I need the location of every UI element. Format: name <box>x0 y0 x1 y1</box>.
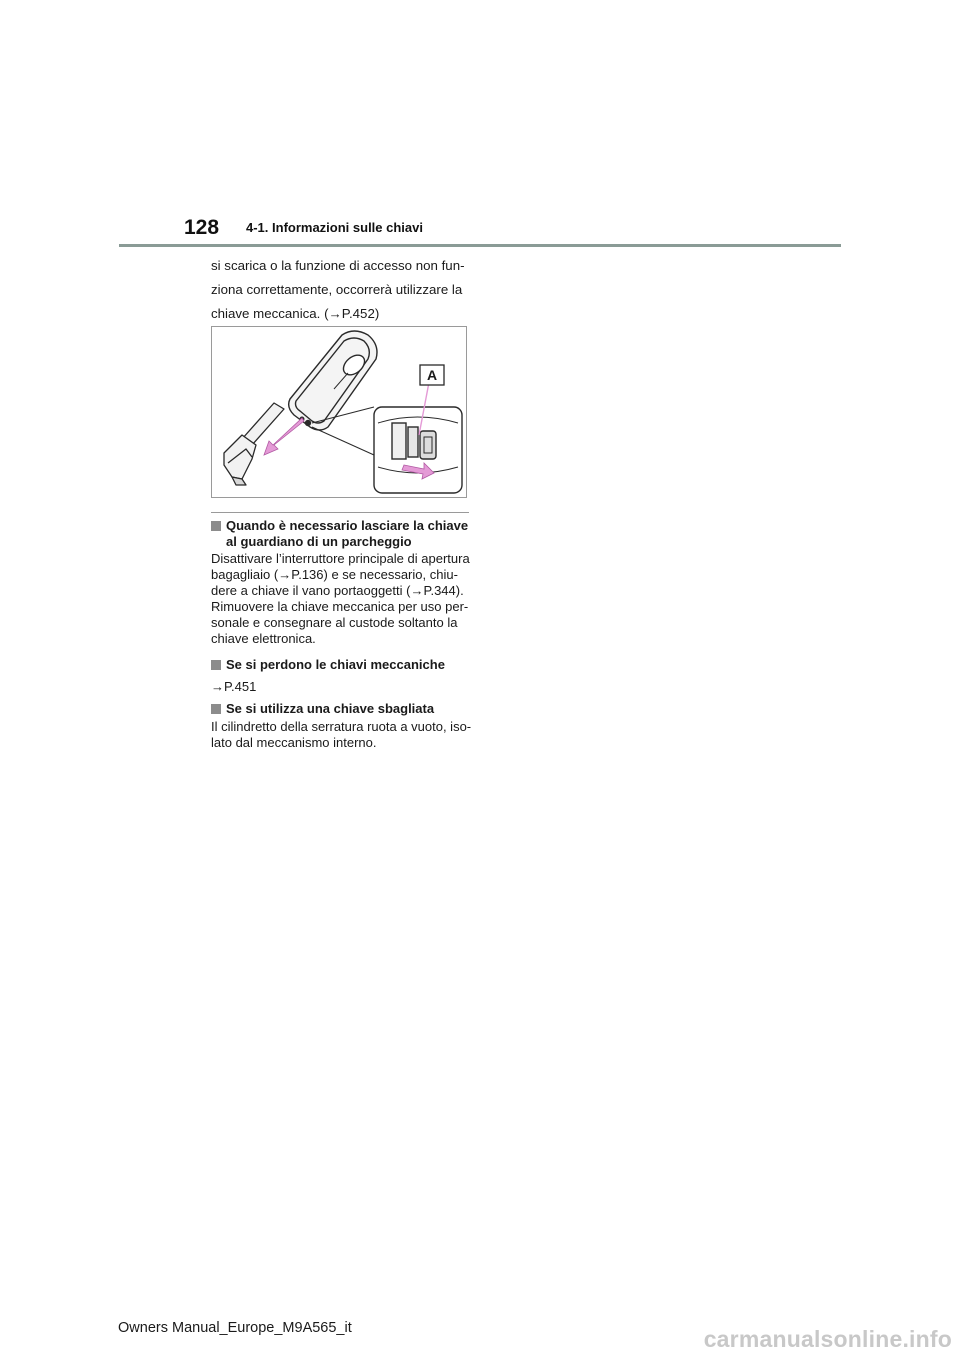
header-rule <box>119 244 841 247</box>
section-title: 4-1. Informazioni sulle chiavi <box>246 220 423 235</box>
key-illustration <box>211 326 467 498</box>
page-number: 128 <box>184 216 220 239</box>
section-body: Il cilindretto della serratura ruota a vuoto, iso-lato dal meccanismo interno. <box>211 718 472 750</box>
intro-paragraph <box>211 254 471 326</box>
bullet-square-icon <box>211 521 221 531</box>
bullet-square-icon <box>211 704 221 714</box>
section-wrong-key <box>211 701 473 751</box>
section-body: Disattivare l’interruttore principale di apertura bagagliaio (→P.136) e se necessario, chiu-dere a chiave il vano portaoggetti (→P.344). Rimuovere la chiave meccanica per uso per-sonale e consegnare al custode soltanto la chiave elettronica. <box>211 551 470 646</box>
intro-line: si scarica o la funzione di accesso non fun- <box>211 258 465 273</box>
section-parking-attendant <box>211 518 473 647</box>
watermark-logo: carmanualsonline.info <box>703 1326 952 1352</box>
section-heading <box>211 701 473 717</box>
heading-text: Se si perdono le chiavi meccaniche <box>226 657 445 672</box>
intro-line: ziona correttamente, occorrerà utilizzare la <box>211 282 463 297</box>
section-lost-keys <box>211 657 473 695</box>
intro-line: chiave meccanica. (→P.452) <box>211 306 380 321</box>
heading-text: Quando è necessario lasciare la chiave al guardiano di un parcheggio <box>226 518 469 549</box>
label-a: A <box>426 367 438 383</box>
section-heading <box>211 518 473 549</box>
key-drawing <box>212 327 468 499</box>
key-fob-icon <box>289 331 377 430</box>
figure-divider <box>211 512 469 513</box>
footer-text: Owners Manual_Europe_M9A565_it <box>118 1320 352 1336</box>
section-body: →P.451 <box>211 678 257 694</box>
section-heading <box>211 657 473 673</box>
detail-inset <box>374 407 462 493</box>
label-a-box <box>420 365 444 385</box>
bullet-square-icon <box>211 660 221 670</box>
heading-text: Se si utilizza una chiave sbagliata <box>226 701 435 716</box>
